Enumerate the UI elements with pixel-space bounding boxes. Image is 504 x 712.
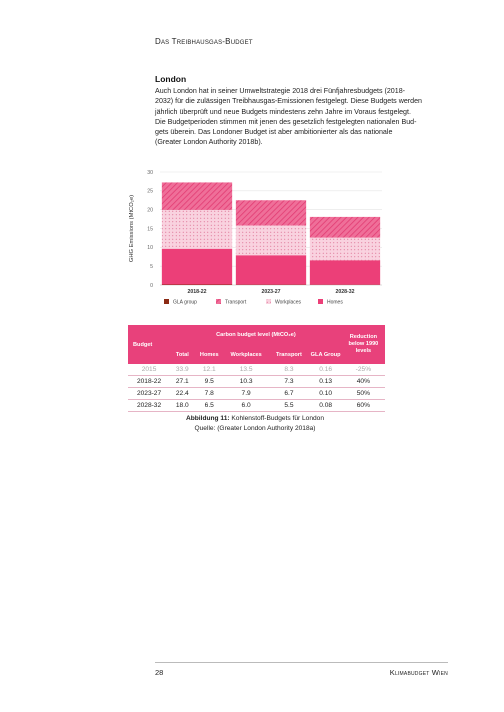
- bar-segment: [310, 217, 380, 238]
- page-number: 28: [155, 668, 164, 677]
- figure-caption: [150, 414, 360, 433]
- table-row: [128, 364, 385, 376]
- table-cell: 22.4: [170, 388, 194, 400]
- y-axis-label: GHG Emissions (MtCO₂e): [129, 194, 135, 263]
- stacked-bar-chart: [122, 164, 392, 314]
- x-tick-label: 2028-32: [335, 289, 355, 295]
- footer-title: [390, 668, 448, 677]
- legend-label: Workplaces: [275, 299, 302, 306]
- y-tick-label: 30: [147, 169, 153, 176]
- y-tick-label: 15: [147, 226, 153, 233]
- caption-line: [150, 414, 360, 424]
- chart-legend: [164, 299, 343, 306]
- legend-label: GLA group: [173, 299, 197, 306]
- chart-bars: [162, 182, 380, 285]
- y-tick-label: 10: [147, 245, 153, 252]
- bar-segment: [236, 255, 306, 284]
- table-cell: 2023-27: [128, 388, 170, 400]
- table-cell: 7.8: [195, 388, 224, 400]
- legend-swatch: [266, 299, 271, 304]
- table-cell: 18.0: [170, 400, 194, 412]
- legend-swatch: [216, 299, 221, 304]
- table-cell: 2015: [128, 364, 170, 376]
- table-cell: 10.3: [224, 376, 268, 388]
- bar-segment: [162, 182, 232, 209]
- paragraph-line: jährlich überprüft und neue Budgets mindestens zehn Jahre im Voraus festgelegt.: [155, 107, 411, 116]
- col-workplaces: Workplaces: [224, 345, 268, 364]
- col-gla-group: GLA Group: [310, 345, 342, 364]
- bar-segment: [236, 225, 306, 255]
- paragraph-line: Die Budgetperioden stimmen mit jenen des gesetzlich festgelegten nationalen Bud-: [155, 117, 417, 126]
- bar-segment: [162, 249, 232, 285]
- legend-label: Homes: [327, 299, 343, 306]
- table-cell: 12.1: [195, 364, 224, 376]
- running-head-text: Das Treibhausgas-Budget: [155, 37, 253, 46]
- table-cell: 2018-22: [128, 376, 170, 388]
- table-cell: 6.0: [224, 400, 268, 412]
- paragraph-line: gets überein. Das Londoner Budget ist aber ambitionierter als das nationale: [155, 128, 393, 137]
- table-cell: 7.9: [224, 388, 268, 400]
- table-cell: 0.13: [310, 376, 342, 388]
- bar-segment: [236, 200, 306, 225]
- table-row: [128, 400, 385, 412]
- paragraph-line: 2032) für die zulässigen Treibhausgas-Emissionen festgelegt. Diese Budgets werden: [155, 97, 422, 106]
- col-homes: Homes: [195, 345, 224, 364]
- table-cell: 33.9: [170, 364, 194, 376]
- group-header: Carbon budget level (MtCO₂e): [170, 325, 342, 345]
- table-cell: 40%: [342, 376, 385, 388]
- paragraph-line: (Greater London Authority 2018b).: [155, 138, 263, 147]
- y-tick-label: 25: [147, 188, 153, 195]
- bar-segment: [162, 210, 232, 249]
- budget-table: [128, 325, 385, 412]
- budget-table-wrap: [128, 325, 385, 412]
- y-tick-label: 20: [147, 207, 153, 214]
- paragraph-line: Auch London hat in seiner Umweltstrategie 2018 drei Fünfjahresbudgets (2018-: [155, 87, 406, 95]
- footer-divider: [155, 662, 448, 663]
- table-cell: 50%: [342, 388, 385, 400]
- col-reduction: Reduction below 1990 levels: [342, 325, 385, 364]
- y-tick-label: 0: [150, 282, 153, 289]
- col-transport: Transport: [268, 345, 309, 364]
- table-cell: 27.1: [170, 376, 194, 388]
- x-tick-label: 2023-27: [261, 289, 281, 295]
- table-cell: 7.3: [268, 376, 309, 388]
- table-cell: 9.5: [195, 376, 224, 388]
- section-title: London: [155, 74, 187, 84]
- table-cell: 6.5: [195, 400, 224, 412]
- running-head: [155, 37, 253, 46]
- table-cell: 13.5: [224, 364, 268, 376]
- body-paragraph: [155, 86, 450, 148]
- table-cell: -25%: [342, 364, 385, 376]
- table-row: [128, 388, 385, 400]
- bar-segment: [310, 238, 380, 261]
- y-tick-label: 5: [150, 263, 153, 270]
- table-cell: 0.08: [310, 400, 342, 412]
- table-cell: 2028-32: [128, 400, 170, 412]
- emissions-chart: [122, 164, 392, 314]
- legend-swatch: [164, 299, 169, 304]
- table-cell: 5.5: [268, 400, 309, 412]
- bar-segment: [310, 260, 380, 284]
- table-cell: 0.10: [310, 388, 342, 400]
- footer-title-text: Klimabudget Wien: [389, 668, 448, 677]
- table-row: [128, 376, 385, 388]
- caption-label: Abbildung 11:: [185, 415, 230, 422]
- table-cell: 6.7: [268, 388, 309, 400]
- legend-label: Transport: [225, 299, 247, 306]
- caption-source: Quelle: (Greater London Authority 2018a): [194, 424, 316, 432]
- table-cell: 60%: [342, 400, 385, 412]
- x-tick-label: 2018-22: [187, 289, 207, 295]
- col-total: Total: [170, 345, 194, 364]
- legend-swatch: [318, 299, 323, 304]
- table-cell: 8.3: [268, 364, 309, 376]
- table-cell: 0.16: [310, 364, 342, 376]
- col-budget: Budget: [128, 325, 170, 364]
- caption-text: Kohlenstoff-Budgets für London: [229, 415, 325, 422]
